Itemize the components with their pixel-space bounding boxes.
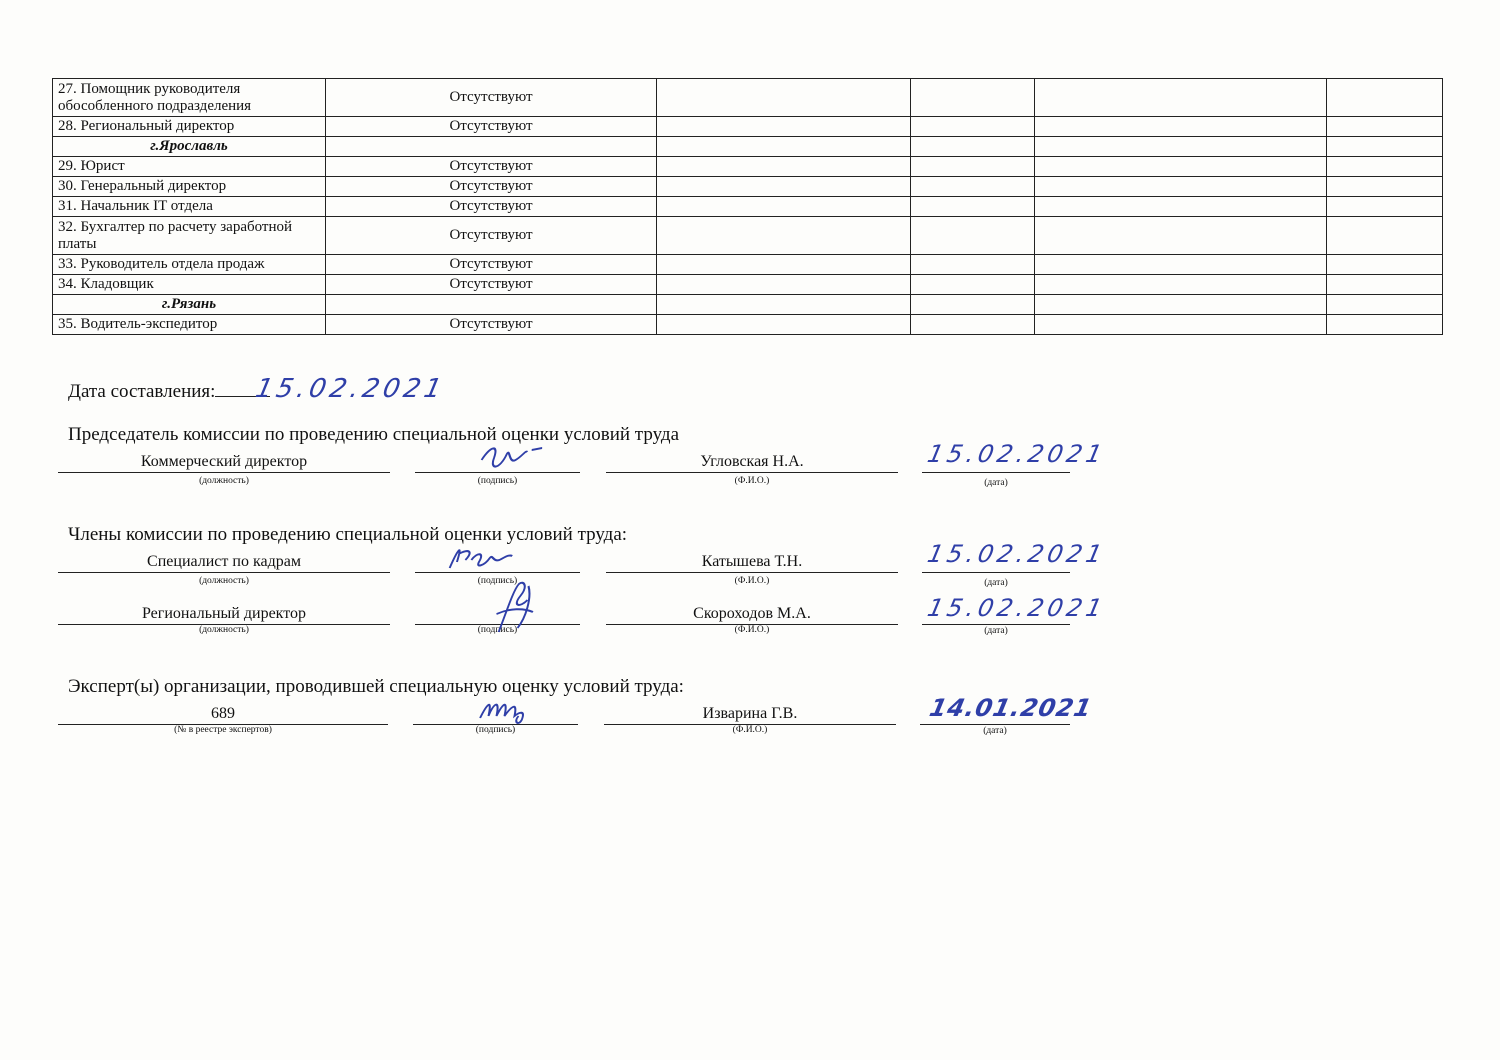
- expert-date-caption: (дата): [983, 726, 1007, 736]
- compiled-date-label: Дата составления:: [68, 381, 216, 402]
- empty-cell: [657, 295, 911, 315]
- position-cell: 32. Бухгалтер по расчету заработной платы: [53, 217, 326, 255]
- expert-signature-caption: (подпись): [475, 725, 516, 735]
- harmful-factors-cell: Отсутствуют: [326, 217, 657, 255]
- chairman-date-caption: (дата): [984, 478, 1008, 488]
- empty-cell: [1035, 137, 1327, 157]
- empty-cell: [1327, 315, 1443, 335]
- empty-cell: [657, 275, 911, 295]
- harmful-factors-cell: Отсутствуют: [326, 177, 657, 197]
- table-row: [53, 255, 1443, 275]
- empty-cell: [911, 295, 1035, 315]
- sout-results-table: [52, 78, 1443, 335]
- empty-cell: [1035, 217, 1327, 255]
- empty-cell: [1035, 117, 1327, 137]
- empty-cell: [1327, 79, 1443, 117]
- table-body: [53, 79, 1443, 335]
- harmful-factors-cell: Отсутствуют: [326, 255, 657, 275]
- table-row: [53, 177, 1443, 197]
- empty-cell: [911, 315, 1035, 335]
- empty-cell: [911, 79, 1035, 117]
- position-cell: 33. Руководитель отдела продаж: [53, 255, 326, 275]
- empty-cell: [1327, 255, 1443, 275]
- compiled-date-handwritten: 15.02.2021: [252, 374, 449, 404]
- chairman-position-caption: (должность): [199, 476, 249, 486]
- member-1-name: Катышева Т.Н.: [606, 552, 898, 573]
- members-section-title: Члены комиссии по проведению специальной оценки условий труда:: [68, 524, 628, 545]
- position-cell: 28. Региональный директор: [53, 117, 326, 137]
- harmful-factors-cell: [326, 137, 657, 157]
- position-cell: 27. Помощник руководителя обособленного подразделения: [53, 79, 326, 117]
- empty-cell: [1327, 157, 1443, 177]
- chairman-position: Коммерческий директор: [58, 452, 390, 473]
- empty-cell: [1327, 197, 1443, 217]
- expert-section-title: Эксперт(ы) организации, проводившей специальную оценку условий труда:: [68, 676, 684, 697]
- empty-cell: [657, 157, 911, 177]
- city-row: [53, 295, 1443, 315]
- compiled-date-line: [68, 380, 270, 403]
- member-1-fio-caption: (Ф.И.О.): [734, 576, 770, 586]
- expert-registry-number: 689: [58, 704, 388, 725]
- member-2-name: Скороходов М.А.: [606, 604, 898, 625]
- position-cell: 30. Генеральный директор: [53, 177, 326, 197]
- empty-cell: [1035, 295, 1327, 315]
- member-2-position: Региональный директор: [58, 604, 390, 625]
- table-row: [53, 157, 1443, 177]
- chairman-date-handwritten: 15.02.2021: [925, 440, 1109, 468]
- table-row: [53, 79, 1443, 117]
- empty-cell: [1035, 275, 1327, 295]
- empty-cell: [657, 117, 911, 137]
- chairman-signature: [474, 440, 552, 476]
- position-cell: 29. Юрист: [53, 157, 326, 177]
- chairman-name: Угловская Н.А.: [606, 452, 898, 473]
- empty-cell: [657, 217, 911, 255]
- empty-cell: [1035, 197, 1327, 217]
- member-2-fio-caption: (Ф.И.О.): [734, 625, 770, 635]
- expert-date-handwritten: 14.01.2021: [927, 694, 1095, 722]
- expert-fio-caption: (Ф.И.О.): [732, 725, 768, 735]
- empty-cell: [911, 217, 1035, 255]
- position-cell: 34. Кладовщик: [53, 275, 326, 295]
- empty-cell: [1035, 177, 1327, 197]
- empty-cell: [1035, 255, 1327, 275]
- chairman-fio-caption: (Ф.И.О.): [734, 476, 770, 486]
- member-2-date-caption: (дата): [984, 626, 1008, 636]
- empty-cell: [1327, 117, 1443, 137]
- member-1-signature: [442, 538, 530, 576]
- harmful-factors-cell: Отсутствуют: [326, 157, 657, 177]
- member-1-position: Специалист по кадрам: [58, 552, 390, 573]
- table-row: [53, 197, 1443, 217]
- member-1-signature-caption: (подпись): [477, 576, 518, 586]
- harmful-factors-cell: [326, 295, 657, 315]
- empty-cell: [657, 255, 911, 275]
- chairman-section-title: Председатель комиссии по проведению специальной оценки условий труда: [68, 424, 679, 445]
- harmful-factors-cell: Отсутствуют: [326, 275, 657, 295]
- member-1-position-caption: (должность): [199, 576, 249, 586]
- table-row: [53, 315, 1443, 335]
- empty-cell: [1035, 79, 1327, 117]
- expert-signature: [472, 690, 540, 728]
- chairman-signature-caption: (подпись): [477, 476, 518, 486]
- expert-name: Изварина Г.В.: [604, 704, 896, 725]
- empty-cell: [1327, 295, 1443, 315]
- table-row: [53, 117, 1443, 137]
- empty-cell: [911, 157, 1035, 177]
- city-name-cell: г.Рязань: [53, 295, 326, 315]
- member-2-date-handwritten: 15.02.2021: [925, 594, 1109, 622]
- empty-cell: [911, 137, 1035, 157]
- harmful-factors-cell: Отсутствуют: [326, 79, 657, 117]
- empty-cell: [1035, 315, 1327, 335]
- empty-cell: [1327, 217, 1443, 255]
- empty-cell: [657, 197, 911, 217]
- empty-cell: [1035, 157, 1327, 177]
- empty-cell: [1327, 137, 1443, 157]
- empty-cell: [911, 197, 1035, 217]
- empty-cell: [911, 275, 1035, 295]
- position-cell: 35. Водитель-экспедитор: [53, 315, 326, 335]
- harmful-factors-cell: Отсутствуют: [326, 315, 657, 335]
- empty-cell: [657, 79, 911, 117]
- table-row: [53, 275, 1443, 295]
- empty-cell: [657, 137, 911, 157]
- empty-cell: [1327, 275, 1443, 295]
- empty-cell: [911, 255, 1035, 275]
- city-row: [53, 137, 1443, 157]
- empty-cell: [911, 177, 1035, 197]
- member-1-date-handwritten: 15.02.2021: [925, 540, 1109, 568]
- harmful-factors-cell: Отсутствуют: [326, 197, 657, 217]
- member-2-signature-caption: (подпись): [477, 625, 518, 635]
- expert-registry-caption: (№ в реестре экспертов): [174, 725, 272, 735]
- table-row: [53, 217, 1443, 255]
- harmful-factors-cell: Отсутствуют: [326, 117, 657, 137]
- empty-cell: [657, 177, 911, 197]
- position-cell: 31. Начальник IT отдела: [53, 197, 326, 217]
- city-name-cell: г.Ярославль: [53, 137, 326, 157]
- empty-cell: [911, 117, 1035, 137]
- empty-cell: [1327, 177, 1443, 197]
- member-2-position-caption: (должность): [199, 625, 249, 635]
- empty-cell: [657, 315, 911, 335]
- member-1-date-caption: (дата): [984, 578, 1008, 588]
- member-2-signature: [484, 578, 556, 636]
